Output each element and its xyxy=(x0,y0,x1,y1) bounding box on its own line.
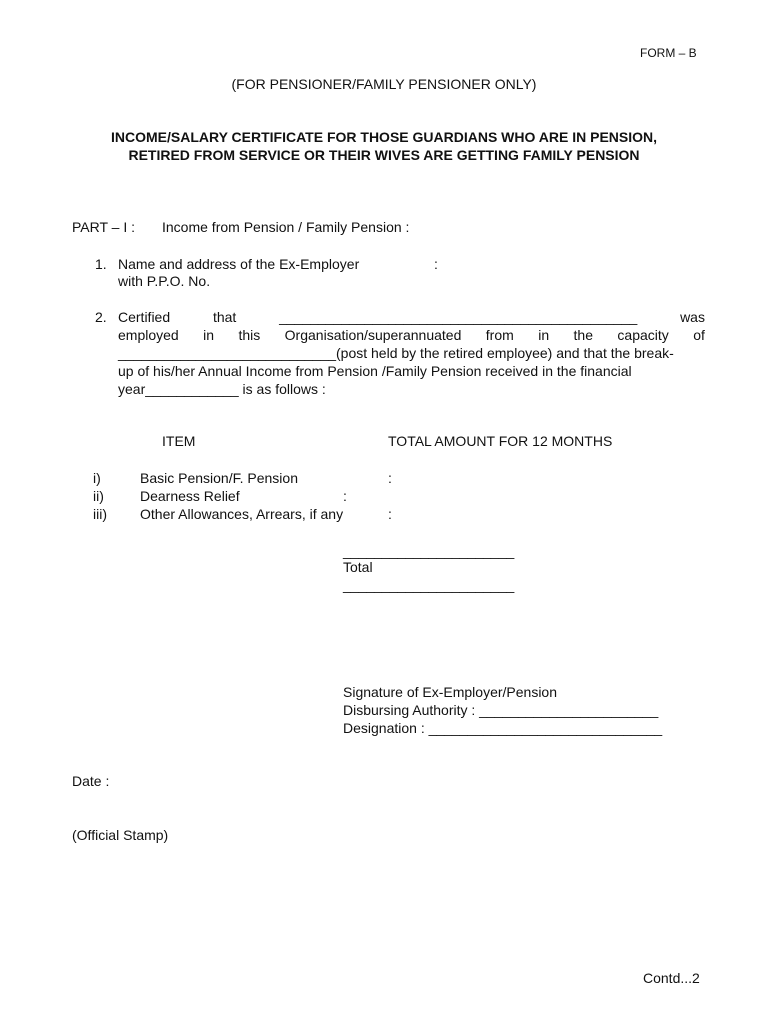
item2-line2-word: in xyxy=(538,327,550,343)
item1-line1: Name and address of the Ex-Employer xyxy=(118,256,360,272)
designation-line: Designation : ______________________________ xyxy=(343,720,663,736)
signature-line1: Signature of Ex-Employer/Pension xyxy=(343,684,557,700)
certificate-title-line1: INCOME/SALARY CERTIFICATE FOR THOSE GUARDIANS WHO ARE IN PENSION, xyxy=(110,129,658,145)
item2-line2-word: of xyxy=(693,327,705,343)
item2-line2-word: this xyxy=(238,327,261,343)
item2-line1-word: that xyxy=(212,309,237,325)
certificate-title-line2: RETIRED FROM SERVICE OR THEIR WIVES ARE GETTING FAMILY PENSION xyxy=(128,147,640,163)
row-colon: : xyxy=(388,506,392,522)
item1-number: 1. xyxy=(95,256,107,272)
item1-line2: with P.P.O. No. xyxy=(118,273,211,289)
item2-line2-word: in xyxy=(203,327,215,343)
item2-line1 xyxy=(118,308,705,326)
item2-line1-word: was xyxy=(680,309,705,325)
row-label: Basic Pension/F. Pension xyxy=(140,470,298,486)
item2-line4: up of his/her Annual Income from Pension /Family Pension received in the financial xyxy=(118,363,632,379)
total-rule-top: ______________________ xyxy=(343,543,515,559)
row-colon: : xyxy=(343,488,347,504)
item2-line1-word: ______________________________________________ xyxy=(279,309,638,325)
item2-line2-word: the xyxy=(573,327,593,343)
continued-label: Contd...2 xyxy=(643,970,700,986)
form-subtitle: (FOR PENSIONER/FAMILY PENSIONER ONLY) xyxy=(231,76,537,92)
item2-line2 xyxy=(118,326,705,344)
item2-line3: ____________________________(post held by the retired employee) and that the break- xyxy=(118,345,674,361)
date-label: Date : xyxy=(72,773,110,789)
row-label: Dearness Relief xyxy=(140,488,240,504)
item2-line5: year____________ is as follows : xyxy=(118,381,326,397)
form-label: FORM – B xyxy=(640,46,697,60)
row-colon: : xyxy=(388,470,392,486)
row-number: iii) xyxy=(93,506,107,522)
item2-line2-word: capacity xyxy=(617,327,669,343)
item-column-header: ITEM xyxy=(162,433,196,449)
item2-line1-word: Certified xyxy=(118,309,171,325)
signature-line2: Disbursing Authority : _______________________ xyxy=(343,702,659,718)
amount-column-header: TOTAL AMOUNT FOR 12 MONTHS xyxy=(388,433,613,449)
row-label: Other Allowances, Arrears, if any xyxy=(140,506,344,522)
official-stamp-label: (Official Stamp) xyxy=(72,827,169,843)
part-heading: Income from Pension / Family Pension : xyxy=(162,219,410,235)
row-number: i) xyxy=(93,470,101,486)
total-label: Total xyxy=(343,559,373,575)
item2-line2-word: Organisation/superannuated xyxy=(284,327,462,343)
item2-line2-word: from xyxy=(485,327,514,343)
item2-number: 2. xyxy=(95,309,107,325)
row-number: ii) xyxy=(93,488,104,504)
total-rule-bottom: ______________________ xyxy=(343,577,515,593)
part-label: PART – I : xyxy=(72,219,136,235)
item2-line2-word: employed xyxy=(118,327,179,343)
item1-colon: : xyxy=(434,256,438,272)
